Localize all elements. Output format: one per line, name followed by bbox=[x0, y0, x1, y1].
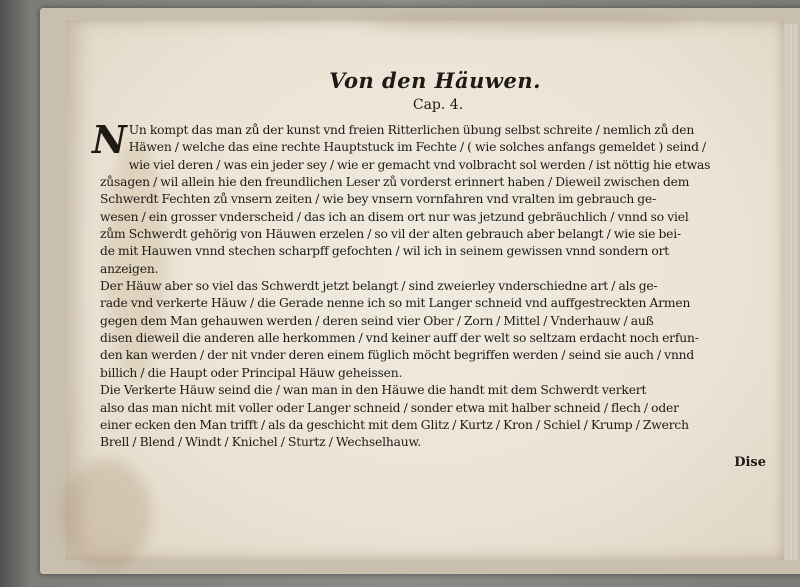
paragraph bbox=[92, 117, 770, 278]
text-line: disen dieweil die anderen alle herkommen / vnd keiner auff der welt so seltzam erdacht noch erfun- bbox=[100, 331, 699, 346]
text-line: Brell / Blend / Windt / Knichel / Sturtz / Wechselhauw. bbox=[100, 435, 422, 450]
page-title: Von den Häuwen. bbox=[329, 68, 541, 93]
text-line: wesen / ein grosser vnderscheid / das ich an disem ort nur was jetzund gebräuchlich / vnnd so viel bbox=[100, 209, 689, 224]
text-line: anzeigen. bbox=[100, 261, 159, 276]
text-line: wie viel deren / was ein jeder sey / wie er gemacht vnd volbracht sol werden / ist nöttig hie etwas bbox=[128, 157, 711, 172]
chapter-heading: Cap. 4. bbox=[412, 97, 464, 113]
text-line: also das man nicht mit voller oder Langer schneid / sonder etwa mit halber schneid / flech / oder bbox=[100, 400, 679, 415]
paragraph bbox=[100, 278, 770, 382]
catchword: Dise bbox=[734, 454, 766, 470]
page-stain bbox=[366, 12, 686, 34]
text-line: zůsagen / wil allein hie den freundlichen Leser zů vorderst erinnert haben / Dieweil zwischen dem bbox=[100, 175, 690, 190]
page-stain bbox=[62, 460, 152, 570]
text-line: Häwen / welche das eine rechte Hauptstuck im Fechte / ( wie solches anfangs gemeldet ) seind / bbox=[128, 140, 706, 155]
text-block bbox=[92, 68, 770, 472]
text-line: Der Häuw aber so viel das Schwerdt jetzt belangt / sind zweierley vnderschiedne art / als ge- bbox=[100, 279, 658, 294]
text-line: gegen dem Man gehauwen werden / deren seind vier Ober / Zorn / Mittel / Vnderhauw / auß bbox=[100, 313, 654, 328]
text-line: rade vnd verkerte Häuw / die Gerade nenne ich so mit Langer schneid vnd auffgestreckten Armen bbox=[100, 296, 691, 311]
text-line: billich / die Haupt oder Principal Häuw geheissen. bbox=[100, 365, 403, 380]
text-line: de mit Hauwen vnnd stechen scharpff gefochten / wil ich in seinem gewissen vnnd sondern ort bbox=[100, 244, 670, 259]
text-line: Die Verkerte Häuw seind die / wan man in den Häuwe die handt mit dem Schwerdt verkert bbox=[100, 383, 647, 398]
text-line: Schwerdt Fechten zů vnsern zeiten / wie bey vnsern vornfahren vnd vralten im gebrauch ge- bbox=[100, 192, 657, 207]
paragraph bbox=[100, 382, 770, 451]
text-line: den kan werden / der nit vnder deren einem füglich möcht begriffen werden / seind sie auch / vnnd bbox=[100, 348, 695, 363]
text-line: Un kompt das man zů der kunst vnd freien Ritterlichen übung selbst schreite / nemlich zů den bbox=[128, 123, 695, 137]
drop-cap: N bbox=[92, 117, 127, 162]
text-line: einer ecken den Man trifft / als da geschicht mit dem Glitz / Kurtz / Kron / Schiel / Krump / Zwerch bbox=[100, 417, 689, 432]
text-line: zům Schwerdt gehörig von Häuwen erzelen / so vil der alten gebrauch aber belangt / wie sie bei- bbox=[100, 227, 681, 242]
